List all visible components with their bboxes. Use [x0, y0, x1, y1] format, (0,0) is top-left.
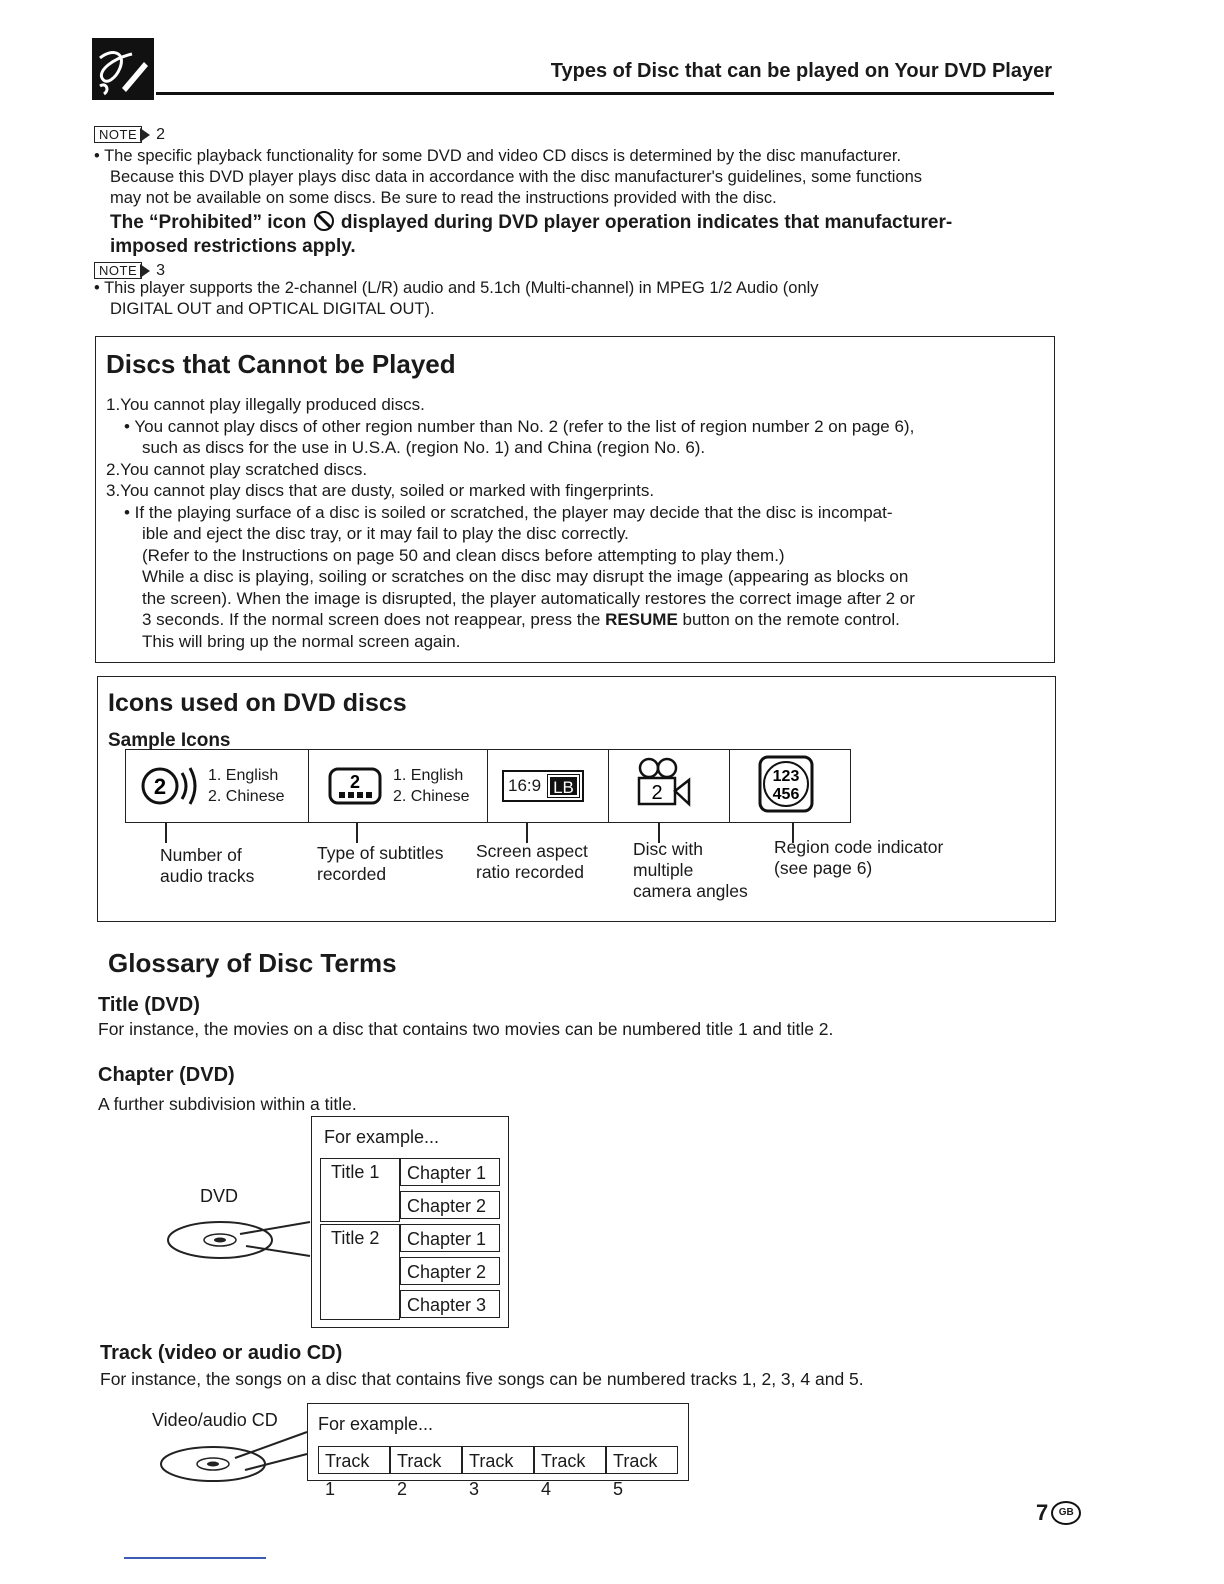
region-code-icon: [756, 753, 820, 815]
footer-rule: [124, 1557, 266, 1559]
prohibited-text-b: displayed during DVD player operation indicates that manufacturer-: [340, 212, 953, 233]
caption-line: recorded: [317, 864, 387, 884]
audio-lang: 1. English: [208, 767, 279, 784]
cannot-play-box: [95, 336, 1055, 663]
audio-tracks-icon: [140, 763, 200, 809]
example-label: For example...: [318, 1414, 434, 1434]
bullet: •: [94, 279, 105, 297]
gb-badge: GB: [1051, 1501, 1081, 1525]
prohibited-text-a: The “Prohibited” icon: [110, 212, 307, 233]
track-cell: Track 2: [390, 1446, 462, 1474]
header-rule: [156, 92, 1054, 95]
icons-title: Icons used on DVD discs: [108, 689, 407, 717]
aspect-lb: LB: [548, 775, 579, 797]
chapter-cell: Chapter 2: [400, 1257, 500, 1285]
note-line: The specific playback functionality for some DVD and video CD discs is determined by the disc manufacturer.: [104, 147, 902, 165]
connector-line: [526, 823, 528, 843]
resume-bold: RESUME: [605, 610, 678, 629]
chapter-dvd-text: A further subdivision within a title.: [98, 1094, 357, 1114]
note-tag: NOTE: [94, 262, 142, 279]
track-cell: Track 5: [606, 1446, 678, 1474]
subtitles-icon: [327, 766, 383, 806]
title-dvd-heading: Title (DVD): [98, 994, 200, 1016]
title-cell: Title 2: [320, 1224, 400, 1320]
bullet: •: [94, 147, 105, 165]
list-item: (Refer to the Instructions on page 50 and clean discs before attempting to play them.): [142, 545, 785, 565]
track-cell: Track 4: [534, 1446, 606, 1474]
dvd-label: DVD: [200, 1186, 239, 1206]
note-line: DIGITAL OUT and OPTICAL DIGITAL OUT).: [110, 300, 435, 318]
chapter-cell: Chapter 1: [400, 1158, 500, 1186]
caption-line: Type of subtitles: [317, 843, 444, 863]
track-cell: Track 3: [462, 1446, 534, 1474]
list-item: • If the playing surface of a disc is soiled or scratched, the player may decide that the disc is incompat-: [124, 502, 893, 522]
caption-line: Region code indicator: [774, 837, 944, 857]
note-3-text: [94, 278, 1054, 320]
audio-icon-cell: [126, 750, 309, 823]
list-item: 3.You cannot play discs that are dusty, soiled or marked with fingerprints.: [106, 481, 655, 500]
example-label: For example...: [324, 1127, 440, 1147]
resume-text: 3 seconds. If the normal screen does not reappear, press the: [142, 610, 601, 629]
caption-subtitles: [317, 843, 443, 885]
subtitle-lang: 1. English: [393, 767, 464, 784]
region-icon-cell: [730, 750, 851, 823]
caption-audio: [160, 845, 254, 887]
title-cell: Title 1: [320, 1158, 400, 1222]
sample-icons-table: [125, 749, 851, 823]
list-item: 2.You cannot play scratched discs.: [106, 459, 368, 479]
caption-angles: [633, 839, 748, 902]
caption-line: ratio recorded: [476, 862, 584, 882]
note-arrow-icon: [140, 264, 150, 278]
list-item: This will bring up the normal screen again.: [142, 631, 461, 651]
prohibited-notice: [94, 211, 1054, 235]
note-2-text: [94, 146, 1054, 259]
chapter-dvd-heading: Chapter (DVD): [98, 1064, 235, 1086]
region-bottom: 456: [772, 785, 800, 803]
angle-glyph: 2: [651, 781, 663, 804]
chapter-cell: Chapter 1: [400, 1224, 500, 1252]
camera-angle-icon: [635, 756, 715, 812]
caption-line: camera angles: [633, 881, 748, 901]
caption-aspect: [476, 841, 588, 883]
chapter-cell: Chapter 3: [400, 1290, 500, 1318]
dvd-disc-icon: [160, 1212, 320, 1268]
list-item: the screen). When the image is disrupted, the player automatically restores the correct image after 2 or: [142, 588, 915, 608]
cd-label: Video/audio CD: [152, 1410, 278, 1430]
chapter-example-box: [311, 1116, 509, 1328]
caption-line: Disc with: [633, 839, 704, 859]
note-number: 2: [156, 126, 166, 143]
note-line: may not be available on some discs. Be sure to read the instructions provided with the disc.: [110, 189, 777, 207]
page-number-value: 7: [1036, 1500, 1049, 1525]
prohibited-text-c: imposed restrictions apply.: [110, 236, 356, 257]
title-dvd-text: For instance, the movies on a disc that contains two movies can be numbered title 1 and title 2.: [98, 1019, 834, 1039]
caption-line: multiple: [633, 860, 694, 880]
resume-tail: button on the remote control.: [682, 610, 900, 629]
list-item: • You cannot play discs of other region number than No. 2 (refer to the list of region number 2 on page 6),: [124, 416, 915, 436]
icons-box: [97, 676, 1056, 922]
chapter-cell: Chapter 2: [400, 1191, 500, 1219]
list-item: 1.You cannot play illegally produced discs.: [106, 395, 425, 414]
page-number: [1036, 1500, 1081, 1526]
caption-line: (see page 6): [774, 858, 873, 878]
connector-line: [356, 823, 358, 843]
caption-line: Screen aspect: [476, 841, 588, 861]
track-text: For instance, the songs on a disc that contains five songs can be numbered tracks 1, 2, 3, 4 and 5.: [100, 1369, 864, 1389]
cannot-play-list: [106, 394, 1046, 652]
header-title: Types of Disc that can be played on Your DVD Player: [550, 60, 1052, 82]
note-arrow-icon: [140, 128, 150, 142]
prohibited-icon: [314, 211, 334, 231]
note-line: Because this DVD player plays disc data in accordance with the disc manufacturer's guidelines, some functions: [110, 168, 923, 186]
note-number: 3: [156, 262, 166, 279]
track-cell: Track 1: [318, 1446, 390, 1474]
region-top: 123: [772, 767, 800, 785]
list-item: [106, 609, 1046, 631]
note-line: This player supports the 2-channel (L/R) audio and 5.1ch (Multi-channel) in MPEG 1/2 Audio (only: [104, 279, 819, 297]
aspect-icon-cell: [488, 750, 609, 823]
track-example-box: [307, 1403, 689, 1499]
list-item: ible and eject the disc tray, or it may fail to play the disc correctly.: [142, 524, 629, 543]
caption-region: [774, 837, 943, 879]
angle-icon-cell: [609, 750, 730, 823]
audio-glyph: 2: [153, 774, 167, 799]
cd-disc-icon: [155, 1430, 315, 1486]
aspect-value: 16:9: [508, 776, 542, 795]
list-item: While a disc is playing, soiling or scratches on the disc may disrupt the image (appearing as blocks on: [142, 567, 909, 586]
aspect-ratio-icon: [502, 770, 584, 802]
caption-line: audio tracks: [160, 866, 255, 886]
note-2: [94, 126, 165, 144]
subtitle-icon-cell: [309, 750, 488, 823]
list-item: such as discs for the use in U.S.A. (region No. 1) and China (region No. 6).: [142, 438, 706, 457]
subtitle-glyph: 2: [349, 772, 361, 792]
caption-line: Number of: [160, 845, 242, 865]
track-heading: Track (video or audio CD): [100, 1342, 343, 1364]
track-row: [318, 1446, 678, 1499]
cannot-play-title: Discs that Cannot be Played: [106, 349, 456, 379]
note-tag: NOTE: [94, 126, 142, 143]
note-pencil-icon: [92, 38, 154, 100]
audio-lang: 2. Chinese: [208, 788, 285, 805]
subtitle-lang: 2. Chinese: [393, 788, 470, 805]
connector-line: [165, 823, 167, 843]
glossary-title: Glossary of Disc Terms: [108, 948, 397, 978]
icons-subtitle: Sample Icons: [108, 730, 231, 751]
